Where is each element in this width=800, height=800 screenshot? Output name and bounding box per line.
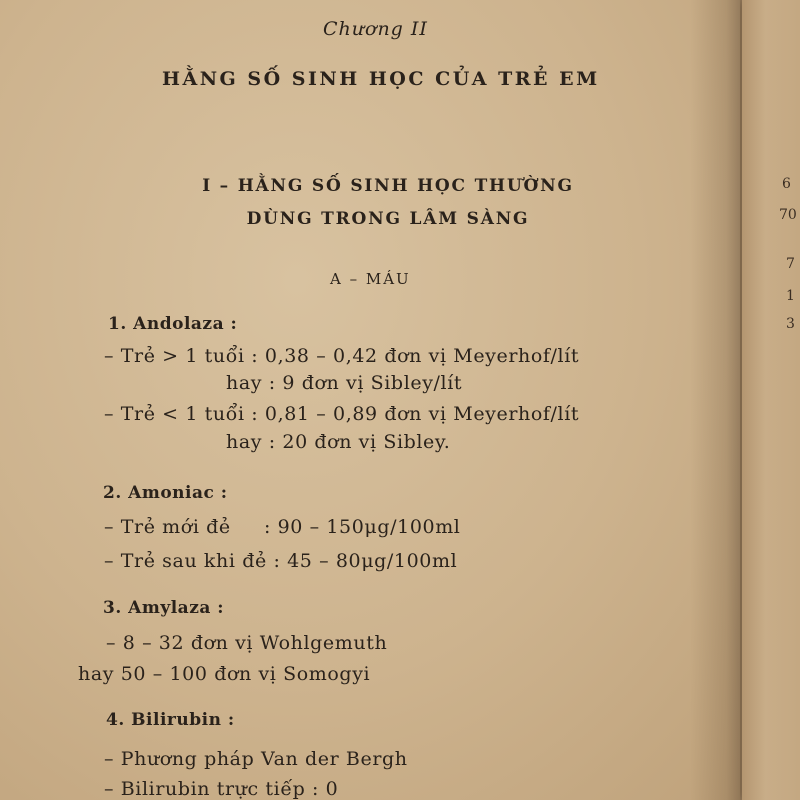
entry-line: – Trẻ sau khi đẻ : 45 – 80μg/100ml <box>104 550 458 572</box>
right-page <box>742 0 800 800</box>
entry-line: hay : 20 đơn vị Sibley. <box>226 431 451 453</box>
section-heading-line-2: DÙNG TRONG LÂM SÀNG <box>246 209 530 229</box>
chapter-label: Chương II <box>323 18 428 40</box>
entry-line: – Bilirubin trực tiếp : 0 <box>104 778 339 800</box>
entry-line: – 8 – 32 đơn vị Wohlgemuth <box>106 632 388 654</box>
right-page-fragment: 3 <box>786 316 795 332</box>
entry-line: – Phương pháp Van der Bergh <box>104 748 408 770</box>
entry-heading-amylaza: 3. Amylaza : <box>103 598 225 618</box>
subsection-heading: A – MÁU <box>330 270 411 288</box>
entry-line: hay : 9 đơn vị Sibley/lít <box>226 372 463 394</box>
entry-line: – Trẻ mới đẻ : 90 – 150μg/100ml <box>104 516 461 538</box>
right-page-fragment: 6 <box>782 176 791 192</box>
entry-heading-amoniac: 2. Amoniac : <box>103 483 228 503</box>
right-page-fragment: 70 <box>779 207 797 223</box>
section-heading-line-1: I – HẰNG SỐ SINH HỌC THƯỜNG <box>202 176 574 196</box>
entry-heading-andolaza: 1. Andolaza : <box>108 314 238 334</box>
right-page-fragment: 1 <box>786 288 795 304</box>
book-gutter <box>690 0 742 800</box>
chapter-title: HẰNG SỐ SINH HỌC CỦA TRẺ EM <box>162 68 600 90</box>
entry-line: – Trẻ > 1 tuổi : 0,38 – 0,42 đơn vị Meyerhof/lít <box>104 345 580 367</box>
section-heading <box>198 170 578 236</box>
right-page-fragment: 7 <box>786 256 795 272</box>
entry-line: – Trẻ < 1 tuổi : 0,81 – 0,89 đơn vị Meyerhof/lít <box>104 403 580 425</box>
entry-heading-bilirubin: 4. Bilirubin : <box>106 710 235 730</box>
entry-line: hay 50 – 100 đơn vị Somogyi <box>78 663 371 685</box>
